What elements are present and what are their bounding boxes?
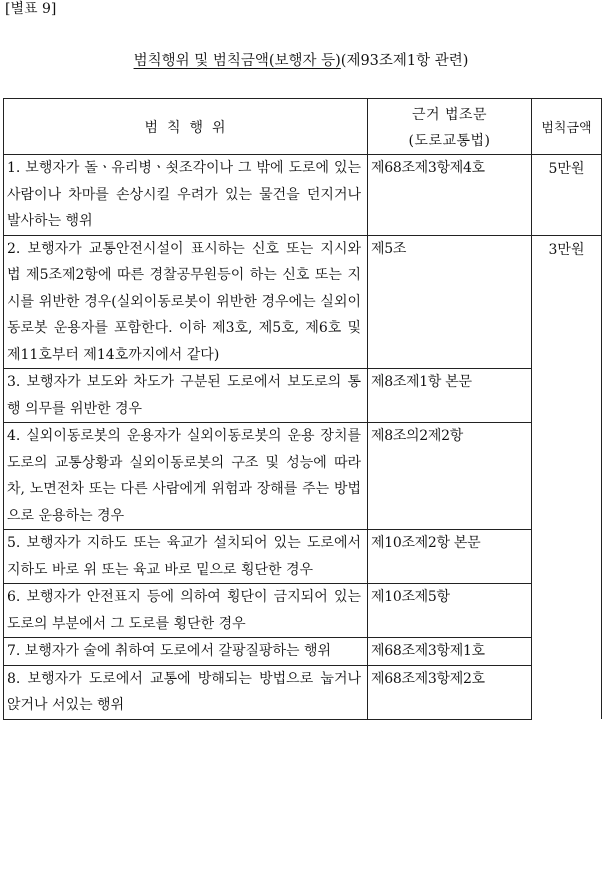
table-row bbox=[4, 155, 602, 236]
act-cell: 8. 보행자가 도로에서 교통에 방해되는 방법으로 눕거나 앉거나 서있는 행위 bbox=[4, 665, 368, 719]
basis-cell: 제8조의2제2항 bbox=[368, 423, 532, 530]
act-cell: 1. 보행자가 돌ㆍ유리병ㆍ쇳조각이나 그 밖에 도로에 있는 사람이나 차마를 손상시킬 우려가 있는 물건을 던지거나 발사하는 행위 bbox=[4, 155, 368, 236]
basis-cell: 제10조제5항 bbox=[368, 584, 532, 638]
basis-cell: 제68조제3항제1호 bbox=[368, 638, 532, 666]
table-row bbox=[4, 530, 602, 584]
header-basis-line2: (도로교통법) bbox=[408, 132, 491, 149]
header-act: 범칙행위 bbox=[4, 99, 368, 155]
act-cell: 4. 실외이동로봇의 운용자가 실외이동로봇의 운용 장치를 도로의 교통상황과 실외이동로봇의 구조 및 성능에 따라 차, 노면전차 또는 다른 사람에게 위험과 장해를 주는 방법으로 운용하는 경우 bbox=[4, 423, 368, 530]
document-title bbox=[0, 51, 602, 71]
basis-cell: 제8조제1항 본문 bbox=[368, 369, 532, 423]
basis-cell: 제68조제3항제2호 bbox=[368, 665, 532, 719]
annex-label: [별표 9] bbox=[5, 1, 57, 17]
table-row bbox=[4, 423, 602, 530]
fine-cell: 5만원 bbox=[532, 155, 602, 236]
table-row bbox=[4, 369, 602, 423]
basis-cell: 제5조 bbox=[368, 235, 532, 369]
penalty-table bbox=[3, 98, 602, 720]
act-cell: 7. 보행자가 술에 취하여 도로에서 갈팡질팡하는 행위 bbox=[4, 638, 368, 666]
act-cell: 5. 보행자가 지하도 또는 육교가 설치되어 있는 도로에서 지하도 바로 위 또는 육교 바로 밑으로 횡단한 경우 bbox=[4, 530, 368, 584]
basis-cell: 제10조제2항 본문 bbox=[368, 530, 532, 584]
header-basis bbox=[368, 99, 532, 155]
act-cell: 2. 보행자가 교통안전시설이 표시하는 신호 또는 지시와 법 제5조제2항에 따른 경찰공무원등이 하는 신호 또는 지시를 위반한 경우(실외이동로봇이 위반한 경우에는 실외이동로봇 운용자를 포함한다. 이하 제3호, 제5호, 제6호 및 제11호부터 제14호까지에서 같다) bbox=[4, 235, 368, 369]
fine-cell: 3만원 bbox=[532, 235, 602, 719]
act-cell: 6. 보행자가 안전표지 등에 의하여 횡단이 금지되어 있는 도로의 부분에서 그 도로를 횡단한 경우 bbox=[4, 584, 368, 638]
header-fine: 범칙금액 bbox=[532, 99, 602, 155]
table-row bbox=[4, 638, 602, 666]
header-basis-line1: 근거 법조문 bbox=[411, 106, 488, 123]
act-cell: 3. 보행자가 보도와 차도가 구분된 도로에서 보도로의 통행 의무를 위반한 경우 bbox=[4, 369, 368, 423]
table-row bbox=[4, 235, 602, 369]
title-main: 범칙행위 및 범칙금액(보행자 등) bbox=[133, 53, 341, 69]
table-header-row bbox=[4, 99, 602, 155]
table-row bbox=[4, 665, 602, 719]
title-suffix: (제93조제1항 관련) bbox=[340, 53, 469, 69]
table-row bbox=[4, 584, 602, 638]
basis-cell: 제68조제3항제4호 bbox=[368, 155, 532, 236]
